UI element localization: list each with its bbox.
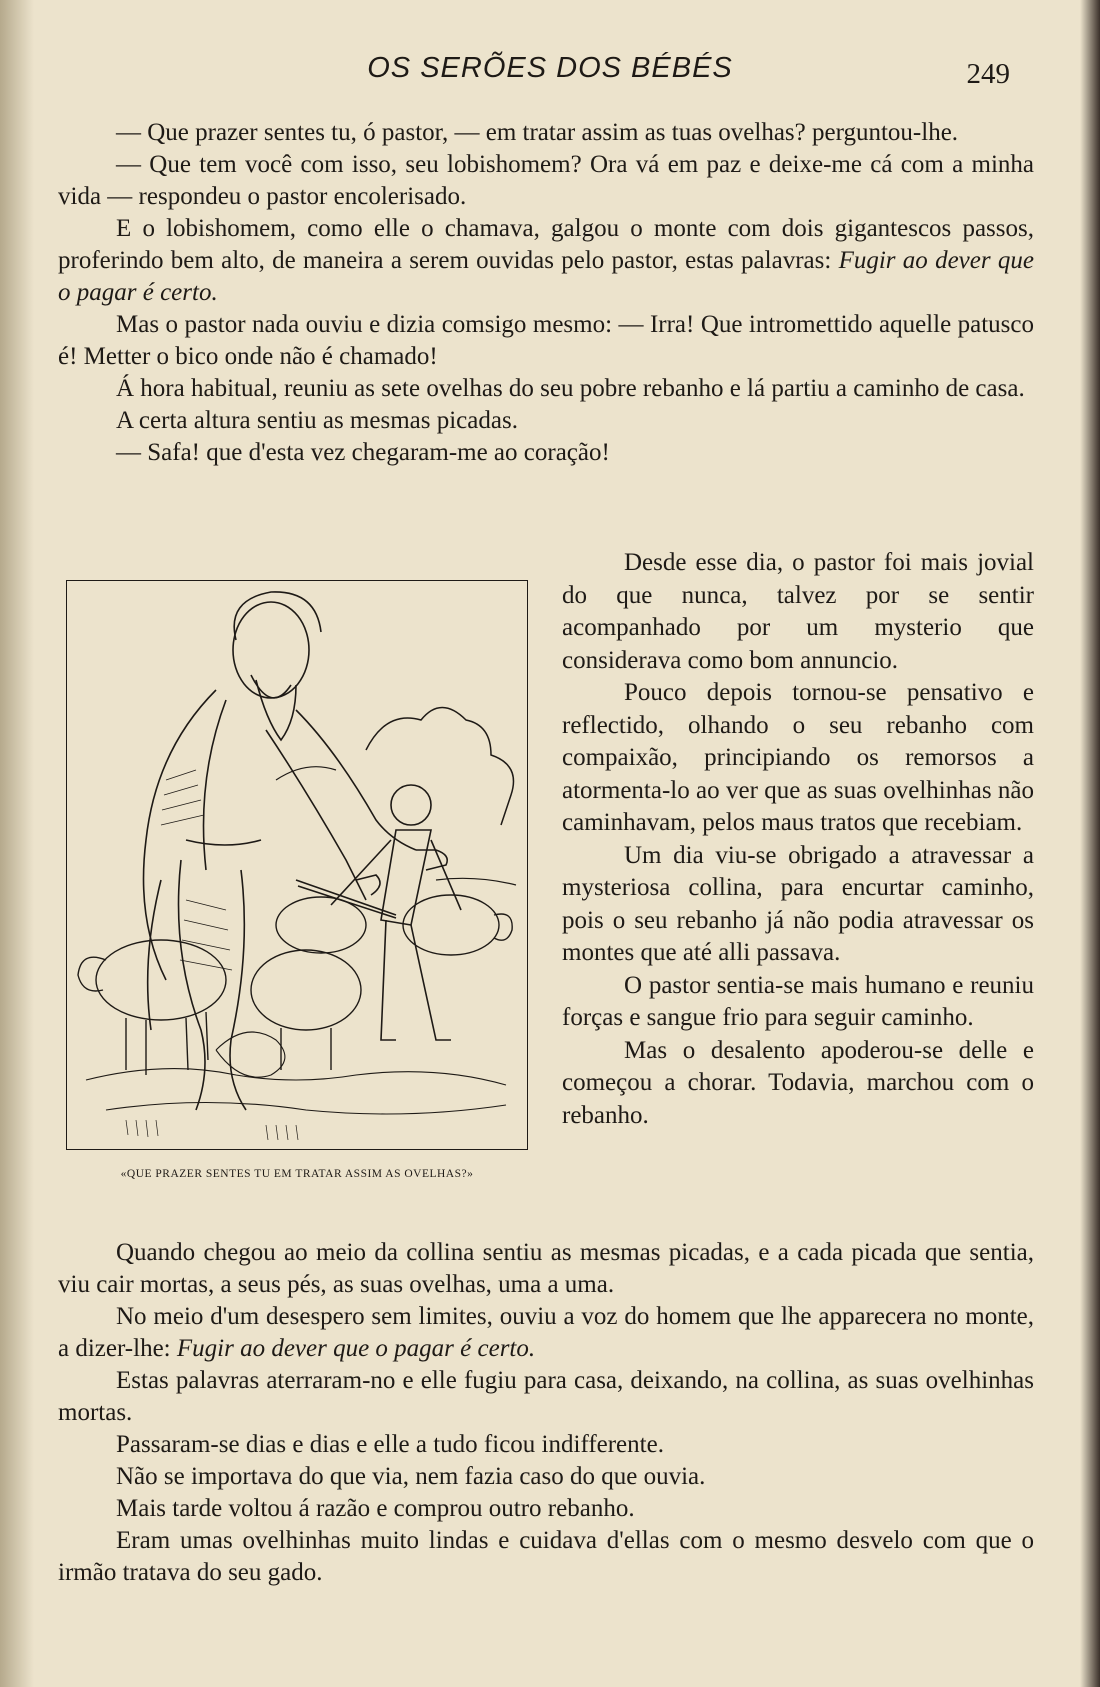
paragraph: Mais tarde voltou á razão e comprou outro rebanho.: [116, 1495, 635, 1522]
paragraph: Pouco depois tornou-se pensativo e reflectido, olhando o seu rebanho com compaixão, principiando os remorsos a atormenta-lo ao ver que as suas ovelhinhas não caminhavam, pelos maus tratos que recebiam.: [562, 679, 1034, 836]
paragraph: Desde esse dia, o pastor foi mais jovial do que nunca, talvez por se sentir acompanhado por um mysterio que considerava como bom annuncio.: [562, 549, 1034, 674]
paragraph: Mas o desalento apoderou-se delle e começou a chorar. Todavia, marchou com o rebanho.: [562, 1036, 1034, 1129]
illustration-giant-and-shepherd: [66, 580, 528, 1150]
paragraph: Não se importava do que via, nem fazia caso do que ouvia.: [116, 1463, 706, 1490]
paragraph: O pastor sentia-se mais humano e reuniu forças e sangue frio para seguir caminho.: [562, 971, 1034, 1031]
italic-motto: Fugir ao dever que o pagar é certo.: [176, 1335, 536, 1362]
paragraph: A certa altura sentiu as mesmas picadas.: [116, 407, 518, 434]
paragraph: Á hora habitual, reuniu as sete ovelhas do seu pobre rebanho e lá partiu a caminho de casa.: [116, 375, 1025, 402]
top-text-block: [58, 117, 1034, 469]
bottom-text-block: [58, 1237, 1034, 1589]
paragraph: Eram umas ovelhinhas muito lindas e cuidava d'ellas com o mesmo desvelo com que o irmão tratava do seu gado.: [58, 1527, 1034, 1586]
paragraph: E o lobishomem, como elle o chamava, galgou o monte com dois gigantescos passos, proferindo bem alto, de maneira a serem ouvidas pelo pastor, estas palavras: Fugir ao dever que o pagar é certo.: [58, 215, 1034, 306]
paragraph: Mas o pastor nada ouviu e dizia comsigo mesmo: — Irra! Que intromettido aquelle patusco é! Metter o bico onde não é chamado!: [58, 311, 1034, 370]
paragraph: Um dia viu-se obrigado a atravessar a mysteriosa collina, para encurtar caminho, pois o seu rebanho já não podia atravessar os montes que até alli passava.: [562, 841, 1034, 966]
italic-motto: Fugir ao dever que o pagar é certo.: [58, 247, 1034, 306]
paragraph: — Safa! que d'esta vez chegaram-me ao coração!: [116, 439, 610, 466]
engraving-illustration: [66, 580, 528, 1150]
running-title: OS SERÕES DOS BÉBÉS: [367, 52, 733, 84]
paragraph: Estas palavras aterraram-no e elle fugiu para casa, deixando, na collina, as suas ovelhinhas mortas.: [58, 1367, 1034, 1426]
page-header: [60, 52, 1040, 92]
paragraph: Passaram-se dias e dias e elle a tudo ficou indifferente.: [116, 1431, 664, 1458]
paragraph: Quando chegou ao meio da collina sentiu as mesmas picadas, e a cada picada que sentia, viu cair mortas, a seus pés, as suas ovelhas, uma a uma.: [58, 1239, 1034, 1298]
right-column-text: [562, 547, 1034, 1132]
paragraph: No meio d'um desespero sem limites, ouviu a voz do homem que lhe apparecera no monte, a dizer-lhe: Fugir ao dever que o pagar é certo.: [58, 1303, 1034, 1362]
paragraph: — Que prazer sentes tu, ó pastor, — em tratar assim as tuas ovelhas? perguntou-lhe.: [116, 119, 959, 146]
page-number: 249: [966, 58, 1010, 90]
illustration-caption: «QUE PRAZER SENTES TU EM TRATAR ASSIM AS OVELHAS?»: [120, 1168, 474, 1180]
paragraph: — Que tem você com isso, seu lobishomem? Ora vá em paz e deixe-me cá com a minha vida — respondeu o pastor encolerisado.: [58, 151, 1034, 210]
